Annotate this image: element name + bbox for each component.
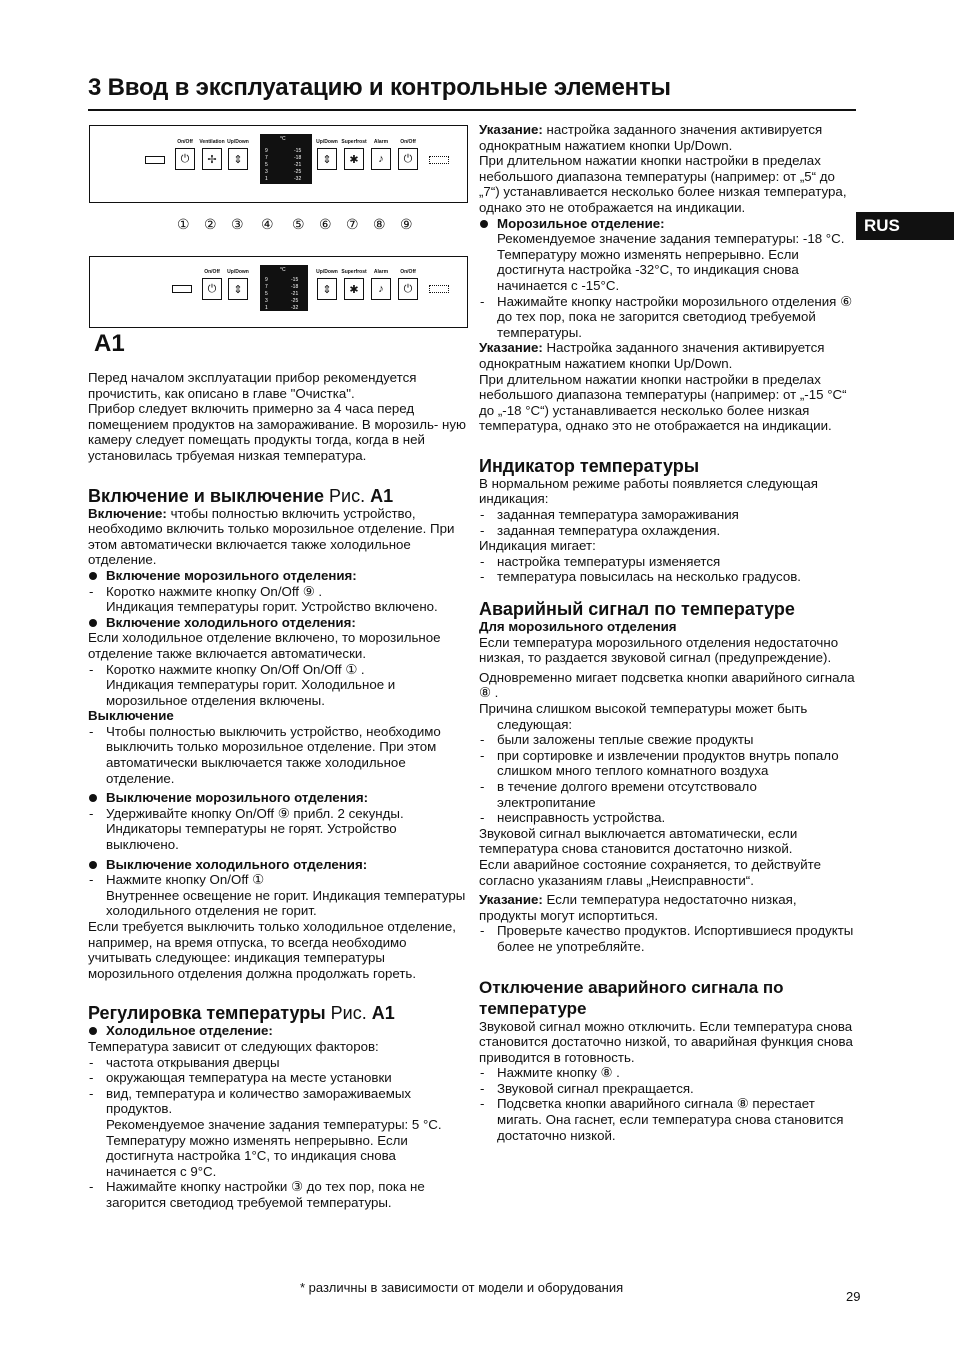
- callout-5: ⑤: [292, 216, 305, 232]
- title-rule: [88, 109, 856, 111]
- alarm-button-2[interactable]: ♪: [371, 278, 391, 300]
- s3-dash-2: - заданная температура охлаждения.: [479, 523, 857, 539]
- label-onoff-b1: On/Off: [204, 269, 220, 275]
- note-2: Указание: Настройка заданного значения активируется однократным нажатием кнопки Up/Down.: [479, 340, 825, 371]
- section-temp-heading: Регулировка температуры Рис. A1: [88, 1003, 395, 1024]
- label-alarm-b: Alarm: [373, 269, 389, 275]
- light-indicator-left: [145, 156, 165, 164]
- s1-para-3: Если требуется выключить только холодильное отделение, например, на время отпуска, то всегда необходимо учитывать следующее: индикация температуры морозильного отделения должна продолжать гореть.: [88, 919, 456, 981]
- section-alarm-off-heading: Отключение аварийного сигнала по температуре: [479, 977, 784, 1018]
- s4-subheading: Для морозильного отделения: [479, 619, 677, 635]
- s1-off-heading: Выключение: [88, 708, 174, 724]
- ventilation-button[interactable]: ✢: [202, 148, 222, 170]
- s1-dash-1: - Коротко нажмите кнопку On/Off ⑨ .: [88, 584, 468, 600]
- s1-on: Включение: чтобы полностью включить устройство, необходимо включить только морозильное отделение. При этом автоматически включается также холодильное отделение.: [88, 505, 455, 568]
- s4-para-3b: следующая:: [497, 716, 573, 732]
- label-superfrost-b: Superfrost: [341, 269, 367, 275]
- updown-button-freezer-2[interactable]: ⇕: [317, 278, 337, 300]
- s2-dash-1: - частота открывания дверцы: [88, 1055, 468, 1071]
- s5-dash-2: - Звуковой сигнал прекращается.: [479, 1081, 857, 1097]
- language-tab: RUS: [856, 212, 954, 240]
- label-onoff-2: On/Off: [400, 139, 416, 145]
- label-alarm: Alarm: [373, 139, 389, 145]
- right-column: [479, 122, 857, 1143]
- s4-para-2: Одновременно мигает подсветка кнопки аварийного сигнала ⑧ .: [479, 669, 855, 701]
- light-indicator-left-2: [172, 285, 192, 293]
- control-panel-bottom: [89, 256, 468, 328]
- s2-dash-3: - вид, температура и количество замораживаемых продуктов.: [88, 1086, 468, 1117]
- s4-dash-3: - в течение долгого времени отсутствовало электропитание: [479, 779, 857, 810]
- s1-para-2: Если холодильное отделение включено, то морозильное отделение также включается автоматически.: [88, 630, 441, 661]
- s1-bullet-1: Включение морозильного отделения:: [88, 568, 468, 584]
- callout-7: ⑦: [346, 216, 359, 232]
- callout-1: ①: [177, 216, 190, 232]
- s1-bullet-2: Включение холодильного отделения:: [88, 615, 468, 631]
- updown-button-freezer[interactable]: ⇕: [317, 148, 337, 170]
- s5-dash-3: - Подсветка кнопки аварийного сигнала ⑧ перестает мигать. Она гаснет, если температура снова становится достаточно низкой.: [479, 1096, 857, 1143]
- callout-9: ⑨: [400, 216, 413, 232]
- s1-dash-5b: Внутреннее освещение не горит. Индикация температуры холодильного отделения не горит.: [106, 887, 466, 919]
- s3-para-2: Индикация мигает:: [479, 538, 596, 554]
- superfrost-button-2[interactable]: ✱: [344, 278, 364, 300]
- label-updown-b2: Up/Down: [316, 269, 338, 275]
- updown-button-fridge[interactable]: ⇕: [228, 148, 248, 170]
- label-superfrost: Superfrost: [341, 139, 367, 145]
- s1-dash-2: - Коротко нажмите кнопку On/Off On/Off ① .: [88, 662, 468, 678]
- callout-4: ④: [261, 216, 274, 232]
- s4-dash-4: - неисправность устройства.: [479, 810, 857, 826]
- s3-dash-4: - температура повысилась на несколько градусов.: [479, 569, 857, 585]
- s1-dash-1b: Индикация температуры горит. Устройство включено.: [106, 599, 438, 615]
- s4-dash-1: - были заложены теплые свежие продукты: [479, 732, 857, 748]
- light-indicator-right: [429, 156, 449, 164]
- label-updown-2: Up/Down: [316, 139, 338, 145]
- s2-dash-4: - Нажимайте кнопку настройки ③ до тех пор, пока не загорится светодиод требуемой температуры.: [88, 1179, 468, 1210]
- left-column: [88, 370, 468, 1211]
- s1-bullet-4: Выключение холодильного отделения:: [88, 857, 468, 873]
- note-1: Указание: настройка заданного значения активируется однократным нажатием кнопки Up/Down.: [479, 122, 823, 153]
- light-indicator-right-2: [429, 285, 449, 293]
- label-ventilation: Ventilation: [199, 139, 225, 145]
- onoff-button-fridge-2[interactable]: ⏻: [202, 278, 222, 300]
- callout-6: ⑥: [319, 216, 332, 232]
- s3-para-1: В нормальном режиме работы появляется следующая индикация:: [479, 475, 818, 507]
- s4-para-4: Звуковой сигнал выключается автоматически, если температура снова становится достаточно низкой.: [479, 825, 798, 857]
- r-para-2: Температуру можно изменять непрерывно. Если достигнута настройка -32°C, то индикация снова начинается с -15°C.: [497, 246, 799, 293]
- section-onoff-heading: Включение и выключение Рис. A1: [88, 485, 394, 506]
- s5-para-1: Звуковой сигнал можно отключить. Если температура снова становится достаточно низкой, то аварийная функция снова приводится в готовность.: [479, 1018, 853, 1065]
- s1-dash-2b: Индикация температуры горит. Холодильное и морозильное отделения включены.: [106, 677, 396, 708]
- superfrost-button[interactable]: ✱: [344, 148, 364, 170]
- s4-dash-2: - при сортировке и извлечении продуктов внутрь попало слишком много теплого комнатного воздуха: [479, 748, 857, 779]
- callout-8: ⑧: [373, 216, 386, 232]
- callout-2: ②: [204, 216, 217, 232]
- onoff-button-freezer[interactable]: ⏻: [398, 148, 418, 170]
- s3-dash-1: - заданная температура замораживания: [479, 507, 857, 523]
- s4-para-1: Если температура морозильного отделения недостаточно низкая, то раздается звуковой сигнал (предупреждение).: [479, 634, 839, 666]
- temperature-display-bottom: °C 9 7 5 3 1 -15 -18 -21 -25 -32: [260, 265, 308, 311]
- section-alarm-heading: Аварийный сигнал по температуре: [479, 599, 795, 620]
- label-onoff-1: On/Off: [177, 139, 193, 145]
- s4-para-3a: Причина слишком высокой температуры может быть: [479, 701, 808, 716]
- r-para-1: Рекомендуемое значение задания температуры: -18 °C.: [497, 231, 845, 247]
- control-panel-top: [89, 125, 468, 203]
- s2-dash-2: - окружающая температура на месте установки: [88, 1070, 468, 1086]
- page-title: 3 Ввод в эксплуатацию и контрольные элементы: [88, 74, 671, 101]
- note-3: Указание: Если температура недостаточно низкая, продукты могут испортиться.: [479, 892, 797, 923]
- page-number: 29: [846, 1289, 861, 1304]
- onoff-button-fridge[interactable]: ⏻: [175, 148, 195, 170]
- section-indicator-heading: Индикатор температуры: [479, 455, 700, 476]
- intro-text-2: Прибор следует включить примерно за 4 часа перед помещением продуктов на замораживание. В морозиль- ную камеру следует помещать продукты тогда, когда в ней установилась трбуемая низкая температура.: [88, 401, 466, 463]
- r-dash-1: - Нажимайте кнопку настройки морозильного отделения ⑥ до тех пор, пока не загорится светодиод требуемой температуры.: [479, 294, 857, 341]
- s4-para-5: Если аварийное состояние сохраняется, то действуйте согласно указаниям главы „Неисправности“.: [479, 856, 821, 888]
- onoff-button-freezer-2[interactable]: ⏻: [398, 278, 418, 300]
- note-1-para: При длительном нажатии кнопки настройки в пределах небольшого диапазона температуры (например: от „5“ до „7“) устанавливается несколько более низкая температура, однако это не отображается на индикации.: [479, 153, 847, 215]
- intro-text: Перед началом эксплуатации прибор рекомендуется прочистить, как описано в главе "Очистка".: [88, 370, 417, 401]
- alarm-button[interactable]: ♪: [371, 148, 391, 170]
- note-2-para: При длительном нажатии кнопки настройки в пределах небольшого диапазона температуры (например: от „-15 °C“ до „-18 °C“) устанавливается несколько более низкая температура, однако это не отображается на индикации.: [479, 371, 847, 434]
- callout-3: ③: [231, 216, 244, 232]
- s2-para-2: Рекомендуемое значение задания температуры: 5 °C. Температуру можно изменять непрерывно. Если достигнута настройка 1°C, то индикация снова начинается с 9°C.: [106, 1116, 442, 1179]
- s4-dash-5: - Проверьте качество продуктов. Испортившиеся продукты более не употребляйте.: [479, 923, 857, 954]
- s1-dash-4: - Удерживайте кнопку On/Off ⑨ прибл. 2 секунды. Индикаторы температуры не горят. Устройство выключено.: [88, 806, 468, 853]
- footnote: * различны в зависимости от модели и оборудования: [300, 1280, 624, 1295]
- label-onoff-b2: On/Off: [400, 269, 416, 275]
- s2-para-1: Температура зависит от следующих факторов:: [88, 1038, 379, 1054]
- s5-dash-1: - Нажмите кнопку ⑧ .: [479, 1065, 857, 1081]
- label-updown-b1: Up/Down: [227, 269, 249, 275]
- s3-dash-3: - настройка температуры изменяется: [479, 554, 857, 570]
- s1-dash-5: - Нажмите кнопку On/Off ①: [88, 872, 468, 888]
- figure-label: A1: [94, 330, 125, 357]
- s1-dash-3: - Чтобы полностью выключить устройство, необходимо выключить только морозильное отделение. При этом автоматически выключается также холодильное отделение.: [88, 724, 468, 786]
- label-updown-1: Up/Down: [227, 139, 249, 145]
- updown-button-fridge-2[interactable]: ⇕: [228, 278, 248, 300]
- s1-bullet-3: Выключение морозильного отделения:: [88, 790, 468, 806]
- temperature-display-top: °C 9 7 5 3 1 -15 -18 -21 -25 -32: [260, 134, 312, 184]
- s2-bullet-1: Холодильное отделение:: [88, 1023, 468, 1039]
- r-bullet-1: Морозильное отделение:: [479, 216, 857, 232]
